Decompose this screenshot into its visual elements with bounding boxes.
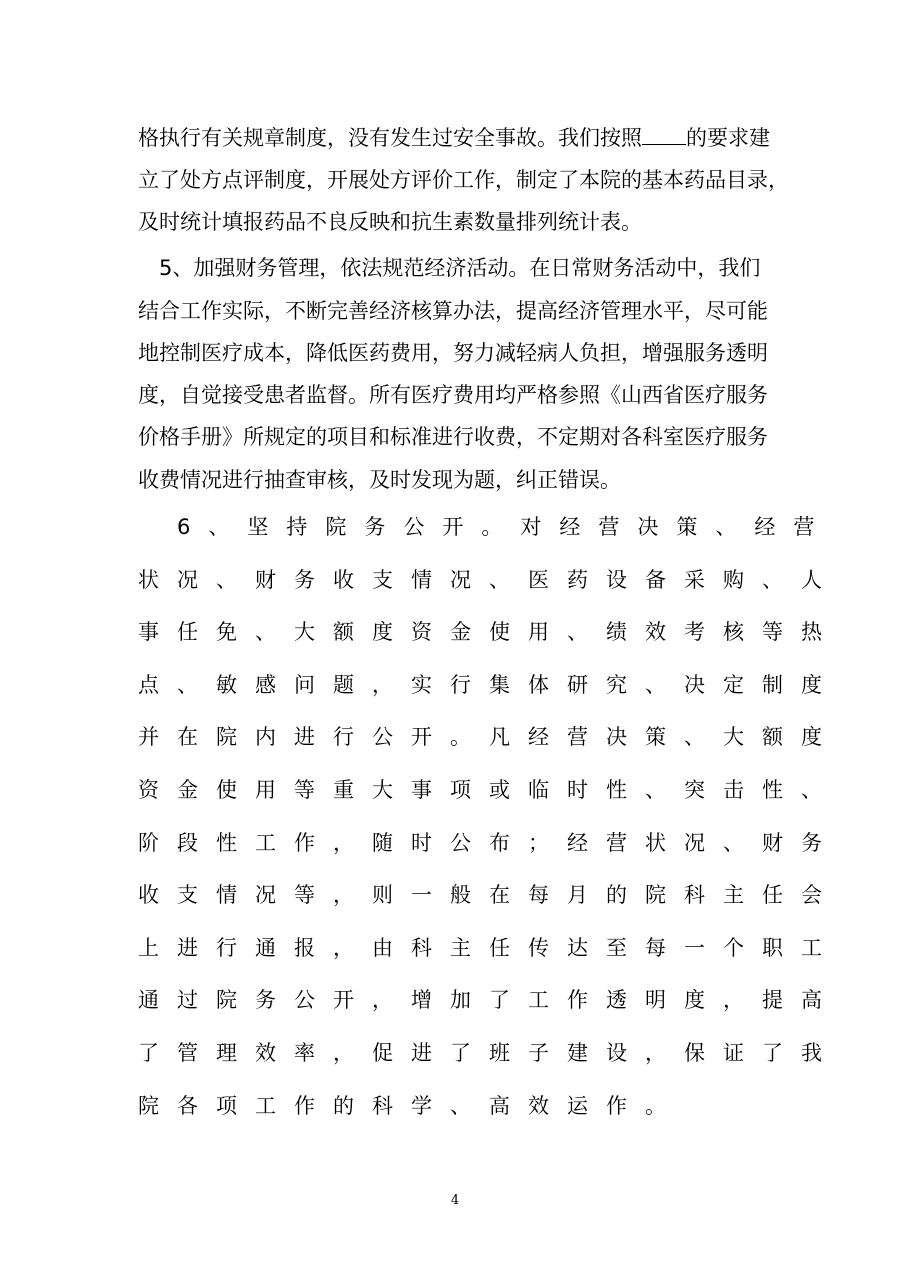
text-line: 资金使用等重大事项或临时性、突击性、 — [138, 778, 840, 802]
text-line: 事任免、大额度资金使用、绩效考核等热 — [138, 620, 840, 644]
text-line: 结合工作实际，不断完善经济核算办法，提高经济管理水平，尽可能 — [138, 299, 768, 323]
text-line — [138, 124, 770, 152]
text-line: 6、坚持院务公开。对经营决策、经营 — [138, 515, 833, 539]
text-line: 地控制医疗成本，降低医药费用，努力减轻病人负担，增强服务透明 — [138, 341, 768, 365]
text-line: 状况、财务收支情况、医药设备采购、人 — [138, 568, 840, 592]
text-segment: 的要求建 — [686, 126, 770, 150]
text-line: 上进行通报，由科主任传达至每一个职工 — [138, 936, 840, 960]
text-line: 通过院务公开，增加了工作透明度，提高 — [138, 988, 840, 1012]
text-line: 及时统计填报药品不良反映和抗生素数量排列统计表。 — [138, 210, 642, 234]
fill-in-blank — [642, 126, 686, 145]
text-segment: 格执行有关规章制度，没有发生过安全事故。我们按照 — [138, 126, 642, 150]
text-line: 度，自觉接受患者监督。所有医疗费用均严格参照《山西省医疗服务 — [138, 383, 768, 407]
text-line: 收费情况进行抽查审核，及时发现为题，纠正错误。 — [138, 468, 621, 492]
text-line: 点、敏感问题，实行集体研究、决定制度 — [138, 673, 840, 697]
text-line: 5、加强财务管理，依法规范经济活动。在日常财务活动中，我们 — [138, 256, 761, 280]
text-line: 立了处方点评制度，开展处方评价工作，制定了本院的基本药品目录， — [138, 168, 789, 192]
text-line: 并在院内进行公开。凡经营决策、大额度 — [138, 725, 840, 749]
text-line: 阶段性工作，随时公布；经营状况、财务 — [138, 831, 840, 855]
text-line: 院各项工作的科学、高效运作。 — [138, 1094, 684, 1118]
text-line: 了管理效率，促进了班子建设，保证了我 — [138, 1041, 840, 1065]
page-number: 4 — [450, 1193, 460, 1208]
text-line: 收支情况等，则一般在每月的院科主任会 — [138, 883, 840, 907]
text-line: 价格手册》所规定的项目和标准进行收费，不定期对各科室医疗服务 — [138, 425, 768, 449]
